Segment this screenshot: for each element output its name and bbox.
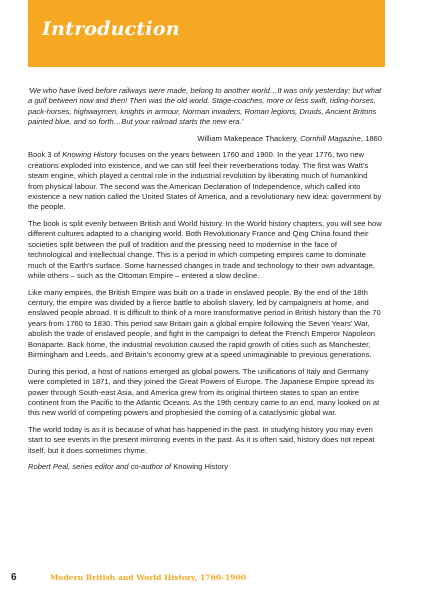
quote-attribution xyxy=(28,134,382,144)
signature-name: Robert Peal, series editor and co-author of xyxy=(28,462,174,472)
paragraph-text: Book 3 of xyxy=(28,150,63,160)
paragraph: The world today is as it is because of what has happened in the past. In studying history you may even start to see events in the present mirroring events in the past. As it is often said, history does not repeat itself, but it does sometimes rhyme. xyxy=(28,424,375,455)
quote-year: , 1860 xyxy=(360,133,382,143)
paragraph-text: focuses on the years between 1760 and 1900. In the year 1776, two new creations exploded into existence, and we can still feel their reverberations today. The first was Watt’s steam engine, which played a central role in the industrial revolution by liberating much of humankind from physical labour. The second was the American Declaration of Independence, which called into existence a new nation called the United States of America, and a revolutionary new idea: government by the people. xyxy=(28,150,382,212)
chapter-title-banner xyxy=(28,0,385,67)
running-title: Modern British and World History, 1760–1900 xyxy=(50,573,247,582)
quote-source: Cornhill Magazine xyxy=(300,133,361,143)
signature xyxy=(28,462,382,472)
chapter-title: Introduction xyxy=(42,18,180,40)
quote-author: William Makepeace Thackery, xyxy=(197,133,301,143)
signature-book-title: Knowing History xyxy=(173,462,229,472)
paragraph: During this period, a host of nations emerged as global powers. The unifications of Italy and Germany were completed in 1871, and they joined the Great Powers of Europe. The Japanese Empire spread its power through South-east Asia, and America grew from its original thirteen states to span an entire continent from the Pacific to the Atlantic Oceans. As the 19th century came to an end, many looked on at this new world of competing powers and prophesied the coming of a cataclysmic global war. xyxy=(28,366,380,418)
body-text xyxy=(28,86,382,479)
paragraph xyxy=(28,150,382,212)
page-number: 6 xyxy=(11,572,17,583)
paragraph: Like many empires, the British Empire was built on a trade in enslaved people. By the end of the 18th century, the empire was divided by a fierce battle to abolish slavery, led by campaigners at home, and enslaved people abroad. It is difficult to think of a more transformative period in British history than the 70 years from 1760 to 1830. This period saw Britain gain a global empire following the Seven Years’ War, abolish the trade of enslaved people, and fight in the campaign to defeat the French Emperor Napoleon Bonaparte. Back home, the industrial revolution caused the rapid growth of cities such as Manchester, Birmingham and Leeds, and Britain’s economy grew at a speed unimaginable to previous generations. xyxy=(28,287,381,360)
paragraph: The book is split evenly between British and World history. In the World history chapters, you will see how different cultures adapted to a changing world. Both Revolutionary France and Qing China found their societies split between the pull of tradition and the pressing need to modernise in the face of technological and intellectual change. This is a period in which competing empires came to dominate much of the Earth’s surface. Some harnessed changes in trade and technology to their own advantage, while others – such as the Ottoman Empire – entered a slow decline. xyxy=(28,219,382,281)
page-footer xyxy=(11,572,411,586)
epigraph-quote: ‘We who have lived before railways were made, belong to another world…It was only yesterday; but what a gulf between now and then! Then was the old world. Stage-coaches, more or less swift, riding-horses, pack-horses, highwaymen, knights in armour, Norman invaders, Roman legions, Druids, Ancient Britons painted blue, and so forth…But your railroad starts the new era.’ xyxy=(28,86,382,127)
book-title-ref: Knowing History xyxy=(62,150,118,160)
